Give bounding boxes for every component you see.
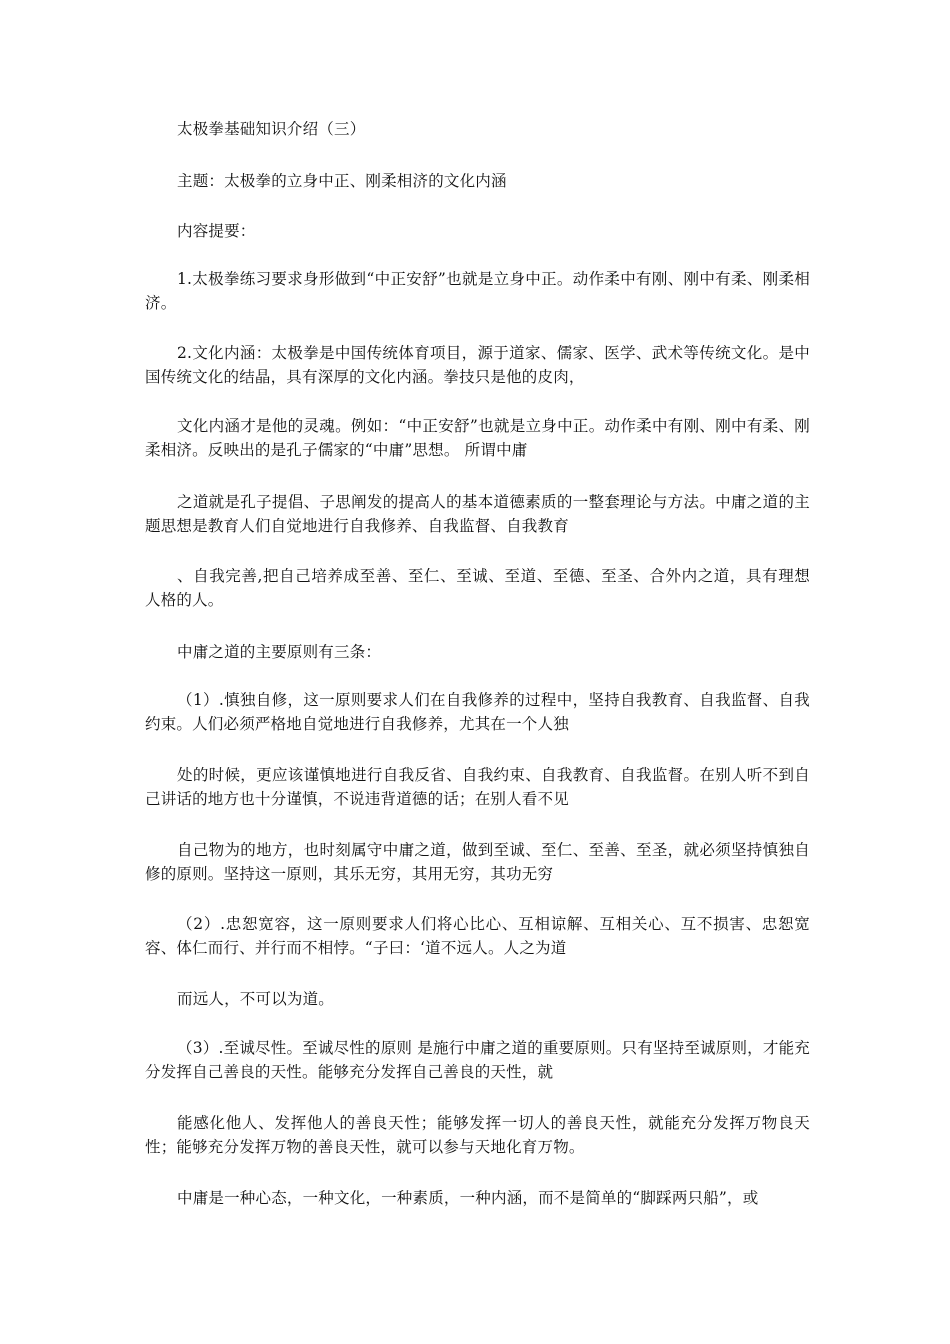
paragraph-12: （3）.至诚尽性。至诚尽性的原则 是施行中庸之道的重要原则。只有坚持至诚原则，才能充分发挥自己善良的天性。能够充分发挥自己善良的天性，就 xyxy=(145,1039,810,1081)
summary-label: 内容提要： xyxy=(177,222,256,240)
paragraph-2: 2.文化内涵：太极拳是中国传统体育项目，源于道家、儒家、医学、武术等传统文化。是中国传统文化的结晶，具有深厚的文化内涵。拳技只是他的皮肉， xyxy=(145,344,810,386)
paragraph-4: 之道就是孔子提倡、子思阐发的提高人的基本道德素质的一整套理论与方法。中庸之道的主题思想是教育人们自觉地进行自我修养、自我监督、自我教育 xyxy=(145,493,810,535)
paragraph-8: 处的时候，更应该谨慎地进行自我反省、自我约束、自我教育、自我监督。在别人听不到自己讲话的地方也十分谨慎，不说违背道德的话；在别人看不见 xyxy=(145,766,810,808)
document-theme: 主题：太极拳的立身中正、刚柔相济的文化内涵 xyxy=(177,172,507,190)
paragraph-10: （2）.忠恕宽容，这一原则要求人们将心比心、互相谅解、互相关心、互不损害、忠恕宽容、体仁而行、并行而不相悖。“子曰：‘道不远人。人之为道 xyxy=(145,915,810,957)
paragraph-7: （1）.慎独自修，这一原则要求人们在自我修养的过程中，坚持自我教育、自我监督、自我约束。人们必须严格地自觉地进行自我修养，尤其在一个人独 xyxy=(145,691,810,733)
paragraph-6: 中庸之道的主要原则有三条： xyxy=(177,643,382,661)
paragraph-11: 而远人，不可以为道。 xyxy=(177,990,335,1008)
paragraph-1: 1.太极拳练习要求身形做到“中正安舒”也就是立身中正。动作柔中有刚、刚中有柔、刚柔相济。 xyxy=(145,270,810,312)
paragraph-9: 自己物为的地方，也时刻属守中庸之道，做到至诚、至仁、至善、至圣，就必须坚持慎独自修的原则。坚持这一原则，其乐无穷，其用无穷，其功无穷 xyxy=(145,841,810,883)
document-title: 太极拳基础知识介绍（三） xyxy=(177,120,366,138)
paragraph-5: 、自我完善,把自己培养成至善、至仁、至诚、至道、至德、至圣、合外内之道，具有理想人格的人。 xyxy=(145,567,810,609)
paragraph-3: 文化内涵才是他的灵魂。例如：“中正安舒”也就是立身中正。动作柔中有刚、刚中有柔、刚柔相济。反映出的是孔子儒家的“中庸”思想。 所谓中庸 xyxy=(145,417,810,459)
paragraph-14: 中庸是一种心态，一种文化，一种素质，一种内涵，而不是简单的“脚踩两只船”，或 xyxy=(177,1189,759,1207)
paragraph-13: 能感化他人、发挥他人的善良天性；能够发挥一切人的善良天性，就能充分发挥万物良天性；能够充分发挥万物的善良天性，就可以参与天地化育万物。 xyxy=(145,1114,810,1156)
